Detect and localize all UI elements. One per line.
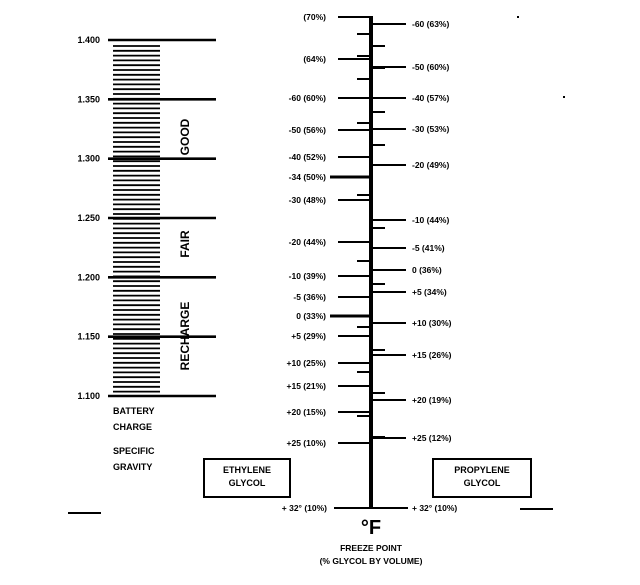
- propylene-mark-label: -20 (49%): [412, 160, 450, 170]
- battery-tick-label: 1.350: [77, 94, 100, 105]
- ethylene-mark-label: -34 (50%): [288, 172, 326, 182]
- ethylene-mark-label: 0 (33%): [296, 311, 326, 321]
- propylene-mark-label: -10 (44%): [412, 215, 450, 225]
- propylene-mark-label: +20 (19%): [412, 395, 452, 405]
- propylene-label-line-1: PROPYLENE: [454, 465, 510, 475]
- propylene-mark-label: -40 (57%): [412, 93, 450, 103]
- ethylene-mark-label: (64%): [303, 54, 326, 64]
- battery-caption-line: SPECIFIC: [113, 446, 155, 456]
- battery-tick-label: 1.250: [77, 213, 100, 223]
- ethylene-mark-label: (70%): [303, 12, 326, 22]
- ethylene-mark-label: -5 (36%): [293, 292, 326, 302]
- propylene-mark-label: + 32° (10%): [412, 503, 458, 513]
- ethylene-mark-label: +5 (29%): [291, 331, 326, 341]
- propylene-label-line-2: GLYCOL: [463, 478, 501, 488]
- ethylene-mark-label: +20 (15%): [286, 407, 326, 417]
- battery-zone-label: FAIR: [178, 230, 193, 258]
- ethylene-mark-label: -60 (60%): [288, 93, 326, 103]
- scan-speck: [563, 96, 565, 98]
- battery-caption-line: BATTERY: [113, 406, 155, 416]
- propylene-mark-label: -50 (60%): [412, 62, 450, 72]
- ethylene-glycol-label: [203, 458, 291, 498]
- ethylene-mark-label: +15 (21%): [286, 381, 326, 391]
- freeze-footer-line-1: FREEZE POINT: [340, 543, 402, 553]
- scan-speck: [517, 16, 519, 18]
- ethylene-mark-label: -40 (52%): [288, 152, 326, 162]
- ethylene-mark-label: -10 (39%): [288, 271, 326, 281]
- ethylene-mark-label: -20 (44%): [288, 237, 326, 247]
- propylene-mark-label: +15 (26%): [412, 350, 452, 360]
- propylene-mark-label: 0 (36%): [412, 265, 442, 275]
- propylene-mark-label: +10 (30%): [412, 318, 452, 328]
- ethylene-mark-label: +25 (10%): [286, 438, 326, 448]
- freeze-footer-line-2: (% GLYCOL BY VOLUME): [319, 556, 423, 566]
- ethylene-label-line-1: ETHYLENE: [222, 465, 271, 475]
- battery-tick-label: 1.200: [77, 272, 100, 283]
- ethylene-mark-label: + 32° (10%): [281, 503, 327, 513]
- battery-zone-label: RECHARGE: [178, 301, 193, 371]
- ethylene-mark-label: -50 (56%): [288, 125, 326, 135]
- battery-caption-line: GRAVITY: [113, 462, 153, 472]
- propylene-mark-label: +25 (12%): [412, 433, 452, 443]
- battery-zone-label: GOOD: [178, 118, 193, 156]
- battery-tick-label: 1.400: [77, 35, 100, 45]
- battery-tick-label: 1.300: [77, 153, 100, 164]
- propylene-mark-label: -30 (53%): [412, 124, 450, 134]
- ethylene-mark-label: +10 (25%): [286, 358, 326, 368]
- ethylene-mark-label: -30 (48%): [288, 195, 326, 205]
- propylene-mark-label: -5 (41%): [412, 243, 445, 253]
- propylene-mark-label: -60 (63%): [412, 19, 450, 29]
- battery-caption-line: CHARGE: [113, 422, 153, 432]
- freeze-unit-label: °F: [360, 517, 382, 539]
- ethylene-label-line-2: GLYCOL: [228, 478, 266, 488]
- propylene-mark-label: +5 (34%): [412, 287, 447, 297]
- battery-tick-label: 1.150: [77, 331, 100, 342]
- battery-tick-label: 1.100: [77, 391, 100, 401]
- propylene-glycol-label: [432, 458, 532, 498]
